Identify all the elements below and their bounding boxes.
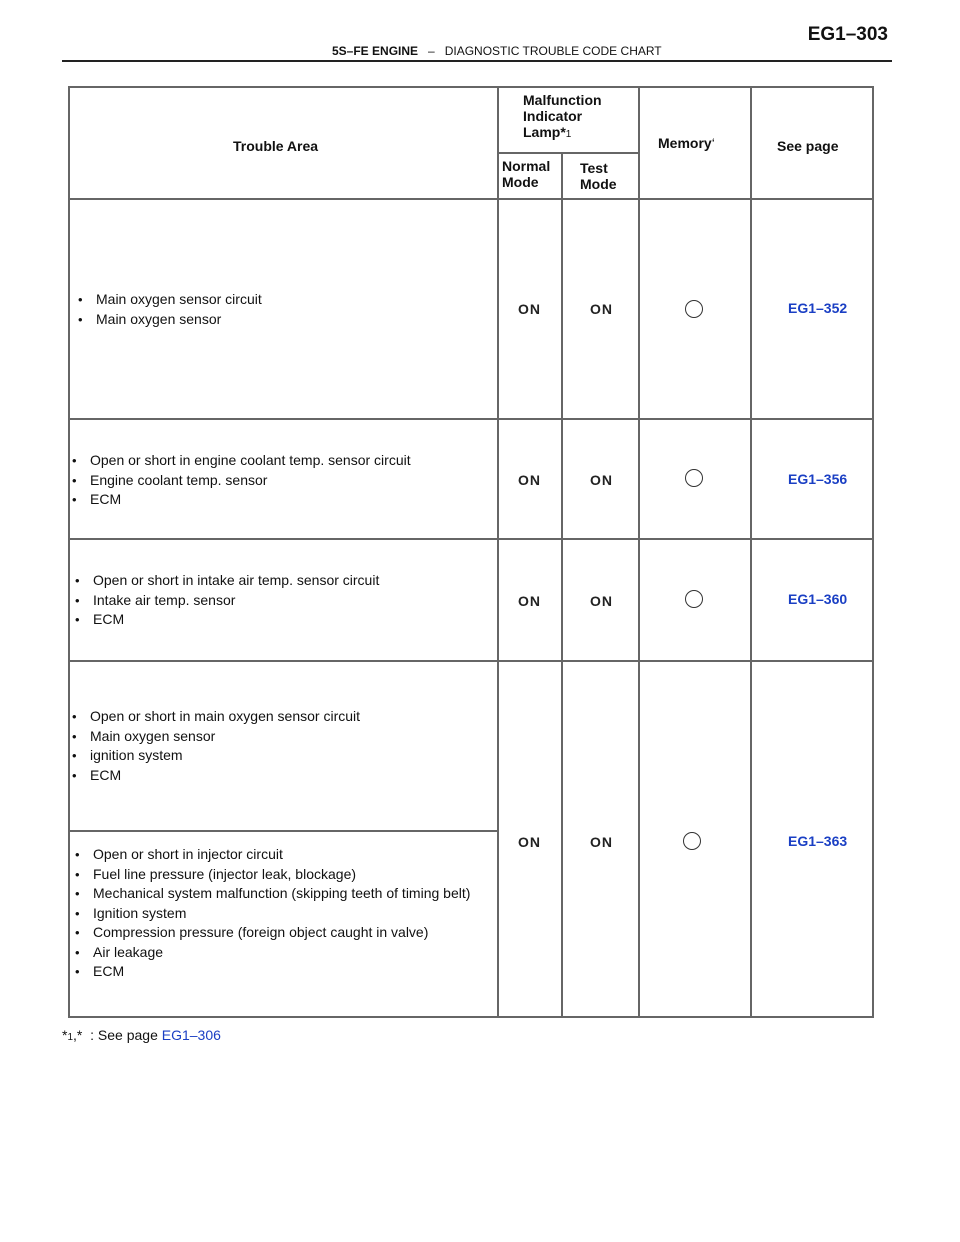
list-item: • Air leakage	[71, 943, 471, 963]
footnote-text: ,* : See page	[73, 1027, 162, 1043]
col-divider-trouble	[497, 86, 499, 1018]
page-header-title	[332, 44, 662, 58]
list-item: • Engine coolant temp. sensor	[68, 471, 411, 491]
row-1-trouble-area	[74, 290, 262, 329]
list-item: • Ignition system	[71, 904, 471, 924]
list-item: • Open or short in main oxygen sensor circuit	[68, 707, 360, 727]
row-2-normal-on: ON	[518, 472, 541, 488]
list-item: • Fuel line pressure (injector leak, blockage)	[71, 865, 471, 885]
mil-superscript: 1	[565, 129, 572, 140]
col-divider-normal	[561, 152, 563, 1018]
mil-line-2: Indicator	[523, 108, 583, 124]
normal-line-1: Normal	[502, 158, 551, 174]
mil-line-3-text: Lamp*	[523, 124, 566, 140]
header-rule	[62, 60, 892, 62]
list-item: • Compression pressure (foreign object caught in valve)	[71, 923, 471, 943]
list-item: • ECM	[68, 490, 411, 510]
list-item: • ECM	[71, 610, 379, 630]
test-line-1: Test	[580, 160, 608, 176]
col-divider-lamp	[638, 86, 640, 1018]
normal-line-2: Mode	[502, 174, 539, 190]
col-header-memory	[658, 135, 715, 151]
list-item: • Mechanical system malfunction (skipping teeth of timing belt)	[71, 884, 471, 904]
row-4-see-page-link[interactable]: EG1–363	[788, 833, 848, 849]
row-line-4a	[68, 830, 499, 832]
list-item: • Open or short in intake air temp. sensor circuit	[71, 571, 379, 591]
mil-line-3	[523, 124, 602, 143]
col-header-test-mode	[580, 160, 617, 192]
table-border-top	[68, 86, 874, 88]
row-1-memory-circle-icon	[685, 300, 703, 318]
row-2-memory-circle-icon	[685, 469, 703, 487]
footnote-superscript: 1	[67, 1032, 74, 1043]
list-item: • Main oxygen sensor circuit	[74, 290, 262, 310]
col-header-trouble-area: Trouble Area	[233, 138, 319, 154]
row-3-normal-on: ON	[518, 593, 541, 609]
row-4-memory-circle-icon	[683, 832, 701, 850]
header-bottom-line	[68, 198, 874, 200]
row-2-trouble-area	[68, 451, 411, 510]
section-name: 5S–FE ENGINE	[332, 44, 419, 58]
row-1-test-on: ON	[590, 301, 613, 317]
table-border-right	[872, 86, 874, 1018]
header-dash: –	[428, 44, 435, 58]
mil-line-1: Malfunction	[523, 92, 602, 108]
col-header-normal-mode	[502, 158, 550, 190]
row-line-3	[68, 660, 874, 662]
row-3-test-on: ON	[590, 593, 613, 609]
row-2-test-on: ON	[590, 472, 613, 488]
row-3-see-page-link[interactable]: EG1–360	[788, 591, 848, 607]
row-1-see-page-link[interactable]: EG1–352	[788, 300, 848, 316]
list-item: • ECM	[71, 962, 471, 982]
col-header-see-page: See page	[777, 138, 839, 154]
memory-mark: ‘	[711, 135, 715, 151]
list-item: • ignition system	[68, 746, 360, 766]
list-item: • ECM	[68, 766, 360, 786]
footnote-prefix: *	[62, 1027, 68, 1043]
list-item: • Open or short in engine coolant temp. sensor circuit	[68, 451, 411, 471]
row-4a-trouble-area	[68, 707, 360, 785]
row-4-normal-on: ON	[518, 834, 541, 850]
list-item: • Open or short in injector circuit	[71, 845, 471, 865]
list-item: • Intake air temp. sensor	[71, 591, 379, 611]
page-code: EG1–303	[807, 24, 888, 45]
memory-label: Memory	[658, 135, 712, 151]
table-border-bottom	[68, 1016, 874, 1018]
row-4-test-on: ON	[590, 834, 613, 850]
row-1-normal-on: ON	[518, 301, 541, 317]
row-line-2	[68, 538, 874, 540]
test-line-2: Mode	[580, 176, 617, 192]
lamp-subheader-line	[497, 152, 640, 154]
footnote	[62, 1027, 221, 1043]
row-3-trouble-area	[71, 571, 379, 630]
table-border-left	[68, 86, 70, 1018]
footnote-page-link[interactable]: EG1–306	[161, 1027, 221, 1043]
row-2-see-page-link[interactable]: EG1–356	[788, 471, 848, 487]
col-header-mil	[523, 92, 602, 143]
row-4b-trouble-area	[71, 845, 471, 982]
col-divider-memory	[750, 86, 752, 1018]
row-line-1	[68, 418, 874, 420]
chart-name: DIAGNOSTIC TROUBLE CODE CHART	[444, 44, 662, 58]
row-3-memory-circle-icon	[685, 590, 703, 608]
list-item: • Main oxygen sensor	[74, 310, 262, 330]
list-item: • Main oxygen sensor	[68, 727, 360, 747]
